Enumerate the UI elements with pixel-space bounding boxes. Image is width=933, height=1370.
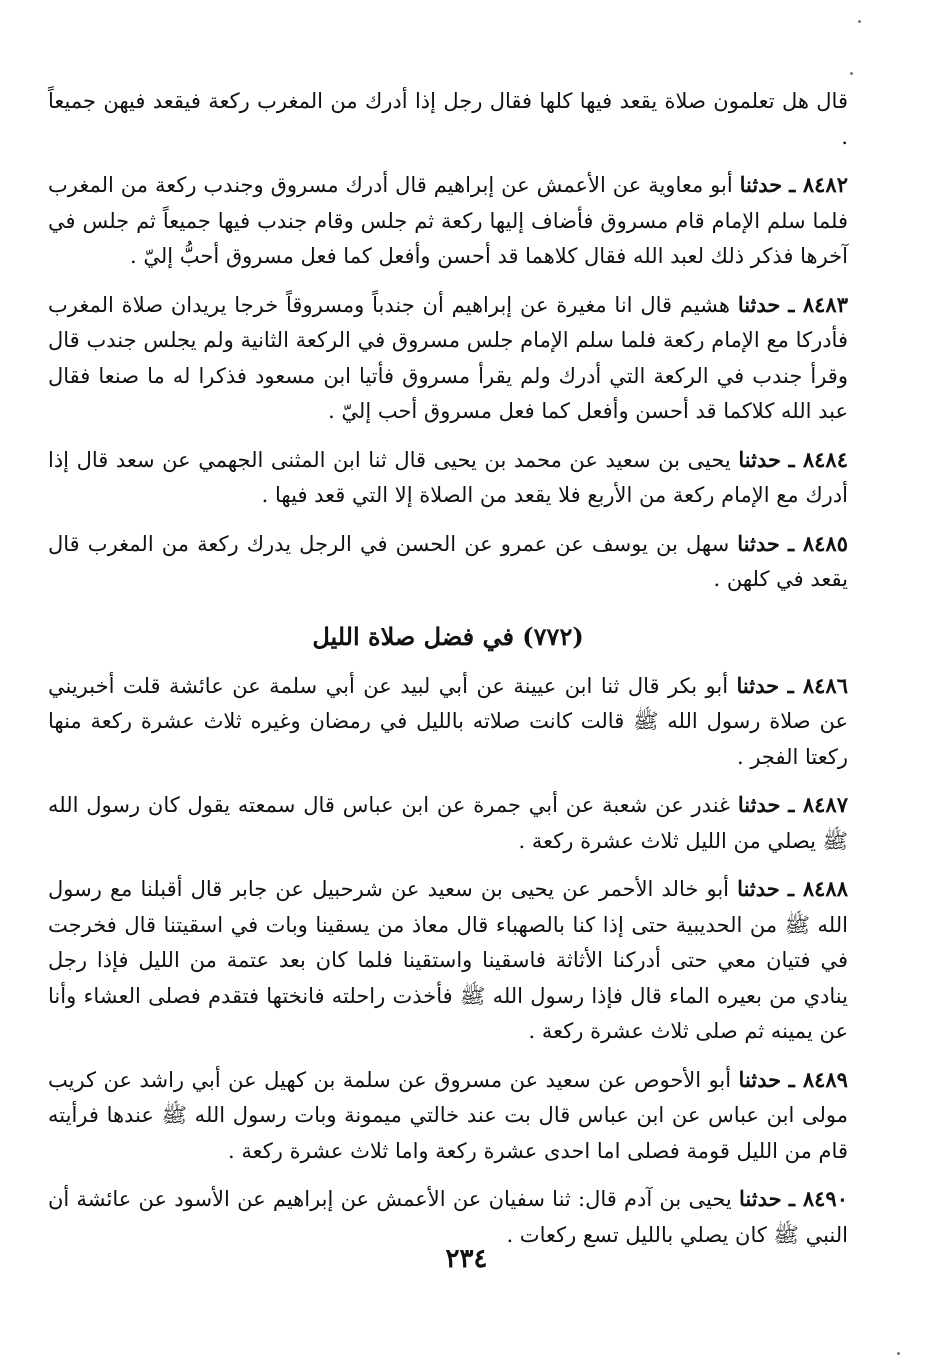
paragraph-text: قال هل تعلمون صلاة يقعد فيها كلها فقال رجل إذا أدرك من المغرب ركعة فيقعد فيهن جميعاً . xyxy=(48,89,848,149)
hadith-number: ٨٤٨٦ ـ xyxy=(787,672,848,698)
hadith-8490 xyxy=(48,1181,848,1253)
hadith-header: حدثنا xyxy=(737,792,781,817)
hadith-text: سهل بن يوسف عن عمرو عن الحسن في الرجل يدرك ركعة من المغرب قال يقعد في كلهن . xyxy=(48,531,848,591)
hadith-text: هشيم قال انا مغيرة عن إبراهيم أن جندباً ومسروقاً خرجا يريدان صلاة المغرب فأدركا مع الإمام ركعة فلما سلم الإمام جلس مسروق في الركعة الثانية ولم يجلس جندب قال وقرأ جندب في الركعة التي أدرك ولم يقرأ مسروق فأتيا ابن مسعود فذكرا له ما صنعا فقال عبد الله كلاكما قد أحسن وأفعل كما فعل مسروق أحب إليّ . xyxy=(48,292,848,423)
hadith-number: ٨٤٨٧ ـ xyxy=(788,792,848,817)
page-body xyxy=(48,84,848,1265)
hadith-8489 xyxy=(48,1062,848,1170)
hadith-header: حدثنا xyxy=(738,446,781,472)
hadith-header: حدثنا xyxy=(737,876,780,901)
scan-speck xyxy=(897,1352,900,1355)
hadith-8483 xyxy=(48,287,848,430)
hadith-number: ٨٤٨٩ ـ xyxy=(788,1066,848,1092)
hadith-text: يحيى بن سعيد عن محمد بن يحيى قال ثنا ابن المثنى الجهمي عن سعد قال إذا أدرك مع الإمام ركعة من الأربع فلا يقعد من الصلاة إلا التي قعد فيها . xyxy=(48,447,848,507)
hadith-number: ٨٤٨٨ ـ xyxy=(787,876,848,901)
page-number: ٢٣٤ xyxy=(445,1244,488,1274)
hadith-header: حدثنا xyxy=(739,1186,782,1211)
paragraph-0 xyxy=(48,84,848,155)
hadith-8482 xyxy=(48,167,848,275)
hadith-header: حدثنا xyxy=(739,172,783,197)
scan-speck xyxy=(850,72,853,75)
hadith-text: يحيى بن آدم قال: ثنا سفيان عن الأعمش عن إبراهيم عن الأسود عن عائشة أن النبي ﷺ كان يصلي بالليل تسع ركعات . xyxy=(48,1187,848,1247)
hadith-number: ٨٤٨٤ ـ xyxy=(788,446,848,472)
hadith-number: ٨٤٨٢ ـ xyxy=(789,172,848,197)
hadith-header: حدثنا xyxy=(737,530,780,556)
hadith-header: حدثنا xyxy=(736,672,780,698)
scan-speck xyxy=(858,20,861,23)
hadith-header: حدثنا xyxy=(738,1066,782,1092)
hadith-number: ٨٤٩٠ ـ xyxy=(788,1186,848,1211)
hadith-header: حدثنا xyxy=(737,291,781,317)
hadith-text: أبو الأحوص عن سعيد عن مسروق عن سلمة بن كهيل عن أبي راشد عن كريب مولى ابن عباس عن ابن عباس قال بت عند خالتي ميمونة وبات رسول الله ﷺ عندها فرأيته قام من الليل قومة فصلى اما احدى عشرة ركعة واما ثلاث عشرة ركعة . xyxy=(48,1067,848,1163)
hadith-8484 xyxy=(48,442,848,514)
hadith-8488 xyxy=(48,871,848,1050)
hadith-text: أبو خالد الأحمر عن يحيى بن سعيد عن شرحبيل عن جابر قال أقبلنا مع رسول الله ﷺ من الحديبية حتى إذا كنا بالصهباء قال معاذ من يسقينا وبات في اسقيتنا قال فخرجت في فتيان معي حتى أدركنا الأثاثة فاسقينا واستقينا فلما كان بعد عتمة من الليل فإذا رجل ينادي من بعيره الماء قال فإذا رسول الله ﷺ فأخذت راحلته فانختها فتقدم فصلى العشاء وأنا عن يمينه ثم صلى ثلاث عشرة ركعة . xyxy=(48,877,848,1043)
hadith-8486 xyxy=(48,668,848,776)
hadith-text: غندر عن شعبة عن أبي جمرة عن ابن عباس قال سمعته يقول كان رسول الله ﷺ يصلي من الليل ثلاث عشرة ركعة . xyxy=(48,793,848,853)
hadith-text: أبو معاوية عن الأعمش عن إبراهيم قال أدرك مسروق وجندب ركعة من المغرب فلما سلم الإمام قام مسروق فأضاف إليها ركعة ثم جلس وقام جندب فيها جميعاً ثم جلس في آخرها فذكر ذلك لعبد الله فقال كلاهما قد أحسن وأفعل كما فعل مسروق أحبُّ إليّ . xyxy=(48,173,848,268)
hadith-text: أبو بكر قال ثنا ابن عيينة عن أبي لبيد عن أبي سلمة عن عائشة قلت أخبريني عن صلاة رسول الله ﷺ قالت كانت صلاته بالليل في رمضان وغيره ثلاث عشرة ركعة منها ركعتا الفجر . xyxy=(48,673,849,769)
chapter-title: (٧٧٢) في فضل صلاة الليل xyxy=(312,621,584,651)
hadith-number: ٨٤٨٥ ـ xyxy=(787,530,848,556)
hadith-8485 xyxy=(48,526,848,598)
hadith-8487 xyxy=(48,787,848,859)
hadith-number: ٨٤٨٣ ـ xyxy=(788,291,848,317)
